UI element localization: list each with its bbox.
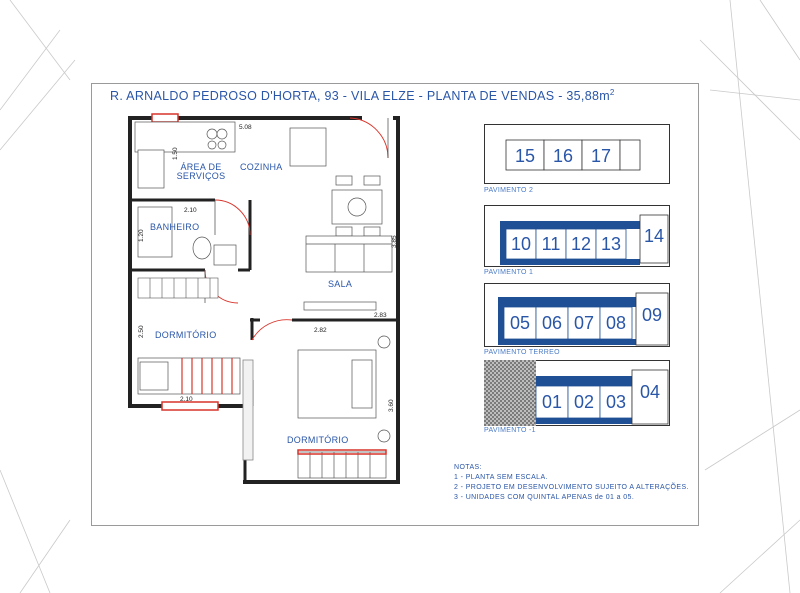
floor-label: PAVIMENTO TERREO <box>484 349 560 356</box>
note-item: 1 - PLANTA SEM ESCALA. <box>454 474 548 481</box>
floor-label: PAVIMENTO 1 <box>484 269 534 276</box>
page-title: R. ARNALDO PEDROSO D'HORTA, 93 - VILA ELZE - PLANTA DE VENDAS - $35,88m^2$ <box>110 88 615 104</box>
unit-number[interactable]: 16 <box>552 146 574 166</box>
notes-block <box>454 463 689 503</box>
unit-number[interactable]: 03 <box>605 392 627 412</box>
floor-pavimento-1 <box>484 205 670 281</box>
unit-number[interactable]: 04 <box>639 382 661 402</box>
room-label-banheiro: BANHEIRO <box>150 222 200 232</box>
dimension-label: 2.10 <box>184 207 197 214</box>
unit-number[interactable]: 02 <box>573 392 595 412</box>
unit-number[interactable]: 05 <box>509 313 531 333</box>
room-label-dormitorio-2: DORMITÓRIO <box>287 435 349 445</box>
unit-number[interactable]: 01 <box>541 392 563 412</box>
floor-pavimento-terreo <box>484 283 670 359</box>
unit-number[interactable]: 08 <box>605 313 627 333</box>
dimension-label: 3.85 <box>391 235 398 248</box>
floor-label: PAVIMENTO 2 <box>484 187 534 194</box>
floor-label: PAVIMENTO -1 <box>484 427 536 434</box>
dimension-label: 1.50 <box>172 147 179 160</box>
room-label-dormitorio-1: DORMITÓRIO <box>155 330 217 340</box>
unit-number[interactable]: 17 <box>590 146 612 166</box>
unit-number[interactable]: 12 <box>570 234 592 254</box>
dimension-label: 1.20 <box>138 229 145 242</box>
dimension-label: 2.50 <box>138 325 145 338</box>
unit-number[interactable]: 07 <box>573 313 595 333</box>
unit-number[interactable]: 09 <box>641 305 663 325</box>
note-item: 3 - UNIDADES COM QUINTAL APENAS de 01 a 05. <box>454 494 635 501</box>
dimension-label: 3.60 <box>388 399 395 412</box>
floor-pavimento-2 <box>484 124 670 196</box>
room-label-sala: SALA <box>328 279 353 289</box>
dimension-label: 5.08 <box>239 124 252 131</box>
unit-number[interactable]: 11 <box>541 234 561 254</box>
room-label-cozinha: COZINHA <box>240 162 283 172</box>
unit-number[interactable]: 15 <box>514 146 536 166</box>
notes-title: NOTAS: <box>454 464 482 471</box>
room-label-area-servicos: ÁREA DE SERVIÇOS <box>176 162 226 181</box>
unit-number[interactable]: 06 <box>541 313 563 333</box>
dimension-label: 2.82 <box>314 327 327 334</box>
floor-pavimento-menos-1 <box>484 360 670 436</box>
dimension-label: 2.83 <box>374 312 387 319</box>
note-item: 2 - PROJETO EM DESENVOLVIMENTO SUJEITO A ALTERAÇÕES. <box>454 484 689 491</box>
dimension-label: 2.10 <box>180 396 193 403</box>
unit-number[interactable]: 13 <box>600 234 622 254</box>
unit-number[interactable]: 14 <box>643 226 665 246</box>
unit-number[interactable]: 10 <box>510 234 532 254</box>
